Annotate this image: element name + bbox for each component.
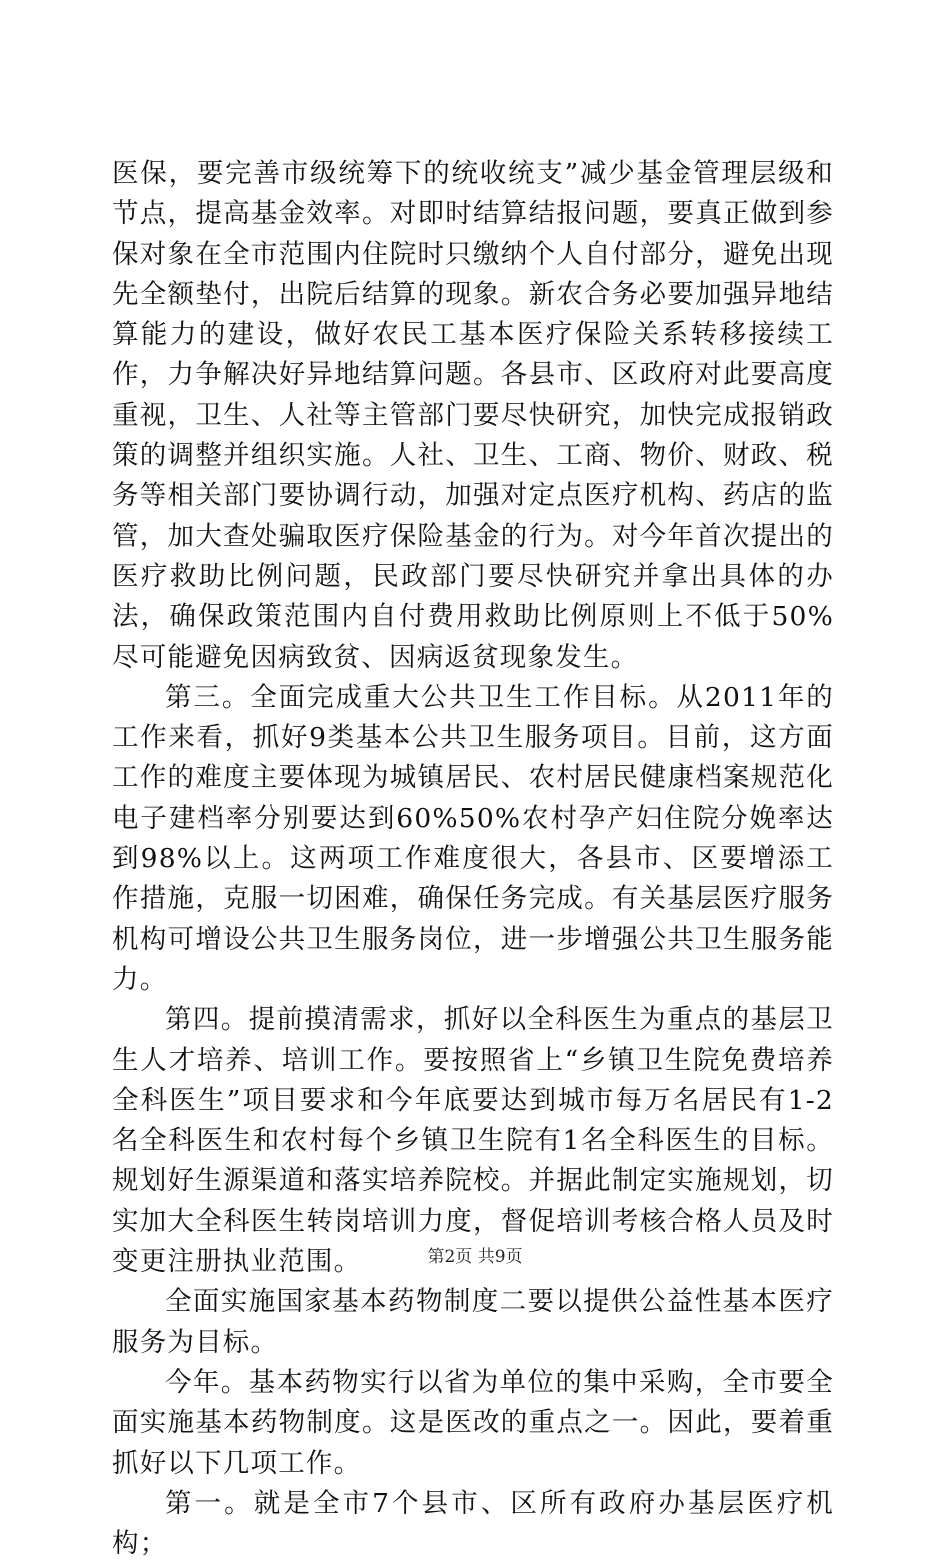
paragraph-drug-system-heading: 全面实施国家基本药物制度二要以提供公益性基本医疗服务为目标。 <box>112 1286 834 1358</box>
paragraph-continuation: 医保，要完善市级统筹下的统收统支”减少基金管理层级和节点，提高基金效率。对即时结算结报问题，要真正做到参保对象在全市范围内住院时只缴纳个人自付部分，避免出现先全额垫付，出院后结算的现象。新农合务必要加强异地结算能力的建设，做好农民工基本医疗保险关系转移接续工作，力争解决好异地结算问题。各县市、区政府对此要高度重视，卫生、人社等主管部门要尽快研究，加快完成报销政策的调整并组织实施。人社、卫生、工商、物价、财政、税务等相关部门要协调行动，加强对定点医疗机构、药店的监管，加大查处骗取医疗保险基金的行为。对今年首次提出的医疗救助比例问题，民政部门要尽快研究并拿出具体的办法，确保政策范围内自付费用救助比例原则上不低于50%尽可能避免因病致贫、因病返贫现象发生。 <box>112 158 834 673</box>
paragraph-this-year: 今年。基本药物实行以省为单位的集中采购，全市要全面实施基本药物制度。这是医改的重点之一。因此，要着重抓好以下几项工作。 <box>112 1366 834 1479</box>
page-number-footer: 第2页 共9页 <box>427 1247 523 1267</box>
paragraph-fourth-point: 第四。提前摸清需求，抓好以全科医生为重点的基层卫生人才培养、培训工作。要按照省上“乡镇卫生院免费培养全科医生”项目要求和今年底要达到城市每万名居民有1-2名全科医生和农村每个乡镇卫生院有1名全科医生的目标。规划好生源渠道和落实培养院校。并据此制定实施规划，切实加大全科医生转岗培训力度，督促培训考核合格人员及时变更注册执业范围。 <box>112 1004 834 1278</box>
document-body <box>112 154 834 1564</box>
paragraph-first-point: 第一。就是全市7个县市、区所有政府办基层医疗机构； <box>112 1487 834 1560</box>
paragraph-third-point: 第三。全面完成重大公共卫生工作目标。从2011年的工作来看，抓好9类基本公共卫生服务项目。目前，这方面工作的难度主要体现为城镇居民、农村居民健康档案规范化电子建档率分别要达到60%50%农村孕产妇住院分娩率达到98%以上。这两项工作难度很大，各县市、区要增添工作措施，克服一切困难，确保任务完成。有关基层医疗服务机构可增设公共卫生服务岗位，进一步增强公共卫生服务能力。 <box>112 681 834 995</box>
